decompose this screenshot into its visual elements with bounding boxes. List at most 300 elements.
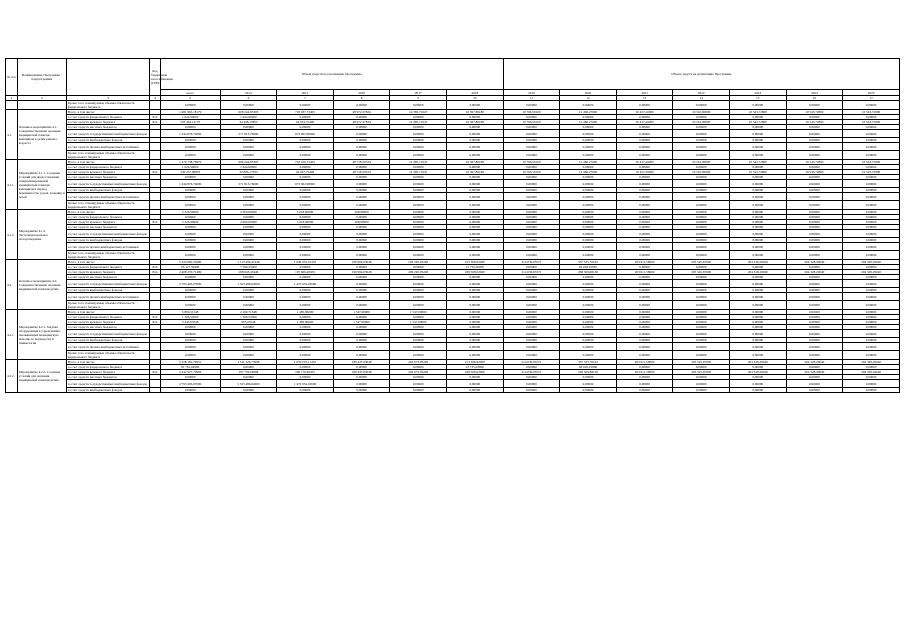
year-value: 0,00000 xyxy=(843,325,900,330)
year-value: 0,00000 xyxy=(560,125,617,130)
year-value: 204 328,29040 xyxy=(786,370,843,375)
year-value: 0,00000 xyxy=(843,238,900,243)
year-value: 0,00000 xyxy=(843,388,900,393)
year-value: 0,00000 xyxy=(843,301,900,310)
year-value: 0,00000 xyxy=(446,143,503,151)
header-volume-left: Объем средств на реализацию Программы xyxy=(160,59,503,90)
year-value: 0,00000 xyxy=(786,188,843,193)
year-value: 0,00000 xyxy=(503,351,560,360)
year-value: 0,00000 xyxy=(560,210,617,215)
year-value: 16 597,86180 xyxy=(446,170,503,175)
year-value: 0,00000 xyxy=(843,130,900,138)
year-value: 0,00000 xyxy=(333,215,390,220)
year-value: 0,00000 xyxy=(843,343,900,351)
year-value: 0,00000 xyxy=(786,251,843,260)
year-value: 170 666,48455 xyxy=(277,270,334,275)
year-value: 0,00000 xyxy=(390,225,447,230)
year-value: 0,00000 xyxy=(446,320,503,325)
funding-source: за счет средств прочих внебюджетных источников xyxy=(66,243,149,251)
year-value: 190 994,63048 xyxy=(333,270,390,275)
kbk-code: 814 xyxy=(150,270,161,275)
year-value: 0,00000 xyxy=(786,388,843,393)
year-value: 204 328,29040 xyxy=(730,270,787,275)
year-value: 12 466,27000 xyxy=(560,110,617,115)
total-value: 0,00000 xyxy=(160,225,220,230)
row-code: 4.2.1. xyxy=(6,310,18,360)
year-value: 0,00000 xyxy=(333,193,390,201)
year-value: 0,00000 xyxy=(673,275,730,280)
year-value: 0,00000 xyxy=(446,193,503,201)
year-value: 203 545,67000 xyxy=(673,270,730,275)
year-value: 337 535,70102 xyxy=(560,260,617,265)
kbk-code: 814 xyxy=(150,170,161,175)
year-value: 0,00000 xyxy=(446,225,503,230)
year-value: 0,00000 xyxy=(730,265,787,270)
total-value: 5 226,99900 xyxy=(160,220,220,225)
total-value: 2 442 927,70966 xyxy=(160,370,220,375)
year-value: 0,00000 xyxy=(503,251,560,260)
year-value: 0,00000 xyxy=(560,315,617,320)
year-value: 0,00000 xyxy=(333,151,390,160)
total-value: 0,00000 xyxy=(160,193,220,201)
year-value: 1 547,00000 xyxy=(390,320,447,325)
year-value: 0,00000 xyxy=(446,238,503,243)
year-value: 0,00000 xyxy=(277,293,334,301)
year-value: 0,00000 xyxy=(786,210,843,215)
kbk-code: 814 xyxy=(150,265,161,270)
column-number: 7 xyxy=(277,96,334,101)
year-value: 14 385,71947 xyxy=(390,170,447,175)
total-value: 1 476 738,70879 xyxy=(160,160,220,165)
year-value: 0,00000 xyxy=(843,165,900,170)
year-value: 0,00000 xyxy=(503,138,560,143)
funding-source: за счет средств краевого бюджета xyxy=(66,220,149,225)
year-value: 0,00000 xyxy=(333,138,390,143)
table-row xyxy=(6,280,900,288)
total-value: 0,00000 xyxy=(160,138,220,143)
year-value: 0,00000 xyxy=(616,125,673,130)
funding-source: за счет средств местных бюджетов xyxy=(66,175,149,180)
year-value: 0,00000 xyxy=(333,375,390,380)
year-value: 0,00000 xyxy=(673,151,730,160)
kbk-code xyxy=(150,280,161,288)
year-value: 0,00000 xyxy=(503,193,560,201)
funding-source: Всего, в том числе: xyxy=(66,360,149,365)
year-value: 0,00000 xyxy=(616,375,673,380)
total-value: 0,00000 xyxy=(160,175,220,180)
total-value: 93 127,59900 xyxy=(160,265,220,270)
year-value: 1 639 225,11455 xyxy=(277,360,334,365)
year-value: 0,00000 xyxy=(277,143,334,151)
funding-source: за счет средств местных бюджетов xyxy=(66,375,149,380)
year-value: 0,00000 xyxy=(616,230,673,238)
year-value: 718 010,73405 xyxy=(277,160,334,165)
year-value: 0,00000 xyxy=(390,193,447,201)
year-value: 0,00000 xyxy=(616,175,673,180)
year-value: 0,00000 xyxy=(616,330,673,338)
year-value: 0,00000 xyxy=(560,325,617,330)
table-row xyxy=(6,380,900,388)
table-row xyxy=(6,230,900,238)
total-value: 0,00000 xyxy=(160,143,220,151)
year-value: 0,00000 xyxy=(277,138,334,143)
total-value: 5 443,03548 xyxy=(160,320,220,325)
table-row xyxy=(6,293,900,301)
year-value: 0,00000 xyxy=(616,320,673,325)
year-value: 0,00000 xyxy=(673,210,730,215)
year-value: 10 437,20000 xyxy=(616,160,673,165)
year-value: 0,00000 xyxy=(390,238,447,243)
year-value: 0,00000 xyxy=(277,193,334,201)
year-value: 10 437,20000 xyxy=(616,170,673,175)
year-value: 10 706,50100 xyxy=(503,110,560,115)
year-value: 0,00000 xyxy=(220,101,277,110)
year-value: 0,00000 xyxy=(730,115,787,120)
year-value: 0,00000 xyxy=(843,243,900,251)
total-value: 5 226,99900 xyxy=(160,210,220,215)
year-value: 0,00000 xyxy=(220,215,277,220)
year-value: 3 018,00000 xyxy=(277,210,334,215)
year-value: 0,00000 xyxy=(390,125,447,130)
year-value: 0,00000 xyxy=(786,143,843,151)
year-value: 0,00000 xyxy=(786,293,843,301)
year-value: 213 306,92069 xyxy=(446,360,503,365)
column-number: 11 xyxy=(503,96,560,101)
year-value: 214 030,65572 xyxy=(503,360,560,365)
funding-source: за счет средств внебюджетных фондов xyxy=(66,188,149,193)
funding-source: за счет средств местных бюджетов xyxy=(66,225,149,230)
year-value: 0,00000 xyxy=(446,375,503,380)
year-value: 0,00000 xyxy=(503,175,560,180)
year-value: 0,00000 xyxy=(730,193,787,201)
funding-source: за счет средств краевого бюджета xyxy=(66,320,149,325)
year-value: 12 466,27000 xyxy=(560,160,617,165)
year-value: 0,00000 xyxy=(786,330,843,338)
table-row xyxy=(6,193,900,201)
year-value: 0,00000 xyxy=(560,251,617,260)
year-value: 0,00000 xyxy=(616,101,673,110)
year-value: 0,00000 xyxy=(390,288,447,293)
year-value: 1 624,90000 xyxy=(220,115,277,120)
funding-source: за счет средств местных бюджетов xyxy=(66,125,149,130)
total-value: 0,00000 xyxy=(160,293,220,301)
year-value: 0,00000 xyxy=(503,130,560,138)
year-value: 0,00000 xyxy=(277,225,334,230)
kbk-code: 814 xyxy=(150,115,161,120)
year-value: 0,00000 xyxy=(560,330,617,338)
column-number: 10 xyxy=(446,96,503,101)
year-value: 0,00000 xyxy=(560,388,617,393)
year-value: 7 566,55000 xyxy=(220,265,277,270)
year-value: 0,00000 xyxy=(673,220,730,225)
year-value: 0,00000 xyxy=(220,365,277,370)
year-value: 214 030,65572 xyxy=(503,260,560,265)
year-value: 0,00000 xyxy=(277,125,334,130)
year-value: 0,00000 xyxy=(446,138,503,143)
year-value: 0,00000 xyxy=(277,388,334,393)
year-value: 0,00000 xyxy=(446,230,503,238)
row-program-name: Мероприятие 4.2.1. Закупка оборудования в учреждениях, оказывающих медицинскую помощь по акушерству и гинекологии xyxy=(17,310,66,360)
total-value: 0,00000 xyxy=(160,388,220,393)
year-value: 1 323 486,64000 xyxy=(220,280,277,288)
total-value: 0,00000 xyxy=(160,101,220,110)
total-value: 0,00000 xyxy=(160,338,220,343)
year-value: 204 328,29040 xyxy=(730,370,787,375)
year-value: 1 470 054,43000 xyxy=(277,380,334,388)
year-value: 0,00000 xyxy=(503,238,560,243)
year-value: 48 718,59334 xyxy=(333,170,390,175)
total-value: 0,00000 xyxy=(160,330,220,338)
year-value: 0,00000 xyxy=(277,230,334,238)
row-code: 4.1.1. xyxy=(6,160,18,210)
year-value: 0,00000 xyxy=(616,243,673,251)
year-value: 0,00000 xyxy=(277,243,334,251)
year-value: 0,00000 xyxy=(673,293,730,301)
total-value: 91 761,04966 xyxy=(160,365,220,370)
year-value: 0,00000 xyxy=(390,265,447,270)
year-value: 0,00000 xyxy=(843,220,900,225)
year-value: 0,00000 xyxy=(843,365,900,370)
year-value: 0,00000 xyxy=(277,175,334,180)
year-value: 0,00000 xyxy=(446,175,503,180)
year-value: 10 510,90000 xyxy=(673,120,730,125)
year-value: 0,00000 xyxy=(390,388,447,393)
year-value: 0,00000 xyxy=(673,138,730,143)
year-value: 0,00000 xyxy=(616,365,673,370)
funding-source: за счет средств прочих внебюджетных источников xyxy=(66,343,149,351)
kbk-code xyxy=(150,243,161,251)
total-value: 1 366,55000 xyxy=(160,315,220,320)
year-value: 0,00000 xyxy=(843,293,900,301)
year-value: 21 735,00000 xyxy=(446,265,503,270)
year-value: 0,00000 xyxy=(673,365,730,370)
kbk-code xyxy=(150,343,161,351)
year-value: 0,00000 xyxy=(560,165,617,170)
year-value: 0,00000 xyxy=(277,315,334,320)
year-value: 0,00000 xyxy=(503,210,560,215)
header-year: 2019 xyxy=(503,90,560,96)
total-value: 0,00000 xyxy=(160,351,220,360)
year-value: 0,00000 xyxy=(503,115,560,120)
header-no: № п/п xyxy=(6,59,18,96)
kbk-code xyxy=(150,130,161,138)
row-code: 4.2.2. xyxy=(6,360,18,393)
year-value: 0,00000 xyxy=(730,175,787,180)
table-row xyxy=(6,201,900,210)
year-value: 0,00000 xyxy=(220,301,277,310)
year-value: 0,00000 xyxy=(786,280,843,288)
year-value: 0,00000 xyxy=(616,275,673,280)
year-value: 0,00000 xyxy=(616,201,673,210)
year-value: 204 673,05248 xyxy=(390,360,447,365)
funding-source: за счет средств внебюджетных фондов xyxy=(66,388,149,393)
year-value: 0,00000 xyxy=(673,201,730,210)
year-value: 0,00000 xyxy=(446,280,503,288)
year-value: 0,00000 xyxy=(220,375,277,380)
year-value: 204 673,05248 xyxy=(390,370,447,375)
year-value: 0,00000 xyxy=(673,143,730,151)
year-value: 0,00000 xyxy=(560,151,617,160)
year-value: 0,00000 xyxy=(730,320,787,325)
column-number: 2 xyxy=(17,96,66,101)
header-year: 2025 xyxy=(843,90,900,96)
year-value: 0,00000 xyxy=(616,325,673,330)
year-value: 10 437,20000 xyxy=(616,110,673,115)
year-value: 10 543,72800 xyxy=(786,170,843,175)
year-value: 0,00000 xyxy=(503,365,560,370)
year-value: 0,00000 xyxy=(333,325,390,330)
funding-source: за счет средств местных бюджетов xyxy=(66,325,149,330)
year-value: 0,00000 xyxy=(333,275,390,280)
kbk-code xyxy=(150,351,161,360)
year-value: 0,00000 xyxy=(673,215,730,220)
kbk-code xyxy=(150,301,161,310)
year-value: 0,00000 xyxy=(220,143,277,151)
year-value: 0,00000 xyxy=(843,275,900,280)
year-value: 0,00000 xyxy=(503,265,560,270)
year-value: 10 543,72800 xyxy=(786,110,843,115)
header-year: 2023 xyxy=(730,90,787,96)
row-program-name xyxy=(17,101,66,110)
year-value: 203 545,67000 xyxy=(673,360,730,365)
year-value: 0,00000 xyxy=(843,188,900,193)
year-value: 0,00000 xyxy=(390,188,447,193)
total-value: 2 793 493,07000 xyxy=(160,380,220,388)
year-value: 0,00000 xyxy=(673,230,730,238)
kbk-code: 814 xyxy=(150,220,161,225)
year-value: 0,00000 xyxy=(673,330,730,338)
year-value: 0,00000 xyxy=(503,320,560,325)
year-value: 0,00000 xyxy=(220,275,277,280)
year-value: 0,00000 xyxy=(446,115,503,120)
year-value: 0,00000 xyxy=(390,175,447,180)
year-value: 0,00000 xyxy=(390,365,447,370)
year-value: 571 813,76000 xyxy=(220,180,277,188)
total-value: 1 624,90000 xyxy=(160,165,220,170)
year-value: 0,00000 xyxy=(503,343,560,351)
year-value: 0,00000 xyxy=(333,130,390,138)
funding-source: за счет средств прочих внебюджетных источников xyxy=(66,143,149,151)
year-value: 0,00000 xyxy=(730,330,787,338)
year-value: 0,00000 xyxy=(843,201,900,210)
year-value: 0,00000 xyxy=(503,215,560,220)
year-value: 0,00000 xyxy=(843,288,900,293)
year-value: 1 323 486,64000 xyxy=(220,380,277,388)
funding-source: за счет средств внебюджетных фондов xyxy=(66,338,149,343)
year-value: 0,00000 xyxy=(277,338,334,343)
total-value: 5 800,51548 xyxy=(160,310,220,315)
year-value: 0,00000 xyxy=(333,238,390,243)
year-value: 0,00000 xyxy=(390,180,447,188)
year-value: 0,00000 xyxy=(843,351,900,360)
year-value: 0,00000 xyxy=(560,380,617,388)
year-value: 10 543,72800 xyxy=(843,110,900,115)
year-value: 0,00000 xyxy=(730,243,787,251)
year-value: 0,00000 xyxy=(786,275,843,280)
year-value: 0,00000 xyxy=(446,201,503,210)
year-value: 2 000,00000 xyxy=(220,220,277,225)
header-year: 2021 xyxy=(616,90,673,96)
year-value: 0,00000 xyxy=(843,101,900,110)
row-program-name: Основное мероприятие 4.2. Совершенствование оказания медицинской помощи детям xyxy=(17,260,66,310)
total-value: 1 481 965,18179 xyxy=(160,110,220,115)
year-value: 0,00000 xyxy=(673,115,730,120)
year-value: 0,00000 xyxy=(390,375,447,380)
header-source xyxy=(66,59,149,96)
year-value: 0,00000 xyxy=(277,330,334,338)
year-value: 673 062,98000 xyxy=(277,180,334,188)
header-year: 2022 xyxy=(673,90,730,96)
year-value: 1 513 496,47448 xyxy=(220,260,277,265)
year-value: 0,00000 xyxy=(333,101,390,110)
total-value: 0,00000 xyxy=(160,125,220,130)
year-value: 10 543,72800 xyxy=(730,160,787,165)
year-value: 0,00000 xyxy=(503,338,560,343)
year-value: 0,00000 xyxy=(673,280,730,288)
year-value: 268 509,68136 xyxy=(560,270,617,275)
year-value: 204 328,29040 xyxy=(786,260,843,265)
year-value: 0,00000 xyxy=(446,301,503,310)
year-value: 0,00000 xyxy=(730,275,787,280)
year-value: 0,00000 xyxy=(786,310,843,315)
year-value: 0,00000 xyxy=(277,265,334,270)
year-value: 204 328,29040 xyxy=(843,370,900,375)
year-value: 0,00000 xyxy=(843,175,900,180)
row-program-name: Мероприятие 4.2.2. Создание условий для оказания медицинской помощи детям xyxy=(17,360,66,393)
year-value: 0,00000 xyxy=(673,188,730,193)
year-value: 14 385,71947 xyxy=(390,110,447,115)
year-value: 0,00000 xyxy=(277,115,334,120)
year-value: 64 026,01965 xyxy=(560,265,617,270)
year-value: 203 545,67000 xyxy=(673,370,730,375)
year-value: 0,00000 xyxy=(560,338,617,343)
year-value: 0,00000 xyxy=(673,288,730,293)
kbk-code xyxy=(150,151,161,160)
funding-source: Всего, в том числе: xyxy=(66,210,149,215)
year-value: 0,00000 xyxy=(446,165,503,170)
year-value: 0,00000 xyxy=(220,251,277,260)
year-value: 0,00000 xyxy=(220,125,277,130)
table-row xyxy=(6,251,900,260)
kbk-code xyxy=(150,193,161,201)
year-value: 0,00000 xyxy=(560,101,617,110)
year-value: 0,00000 xyxy=(786,320,843,325)
total-value: 0,00000 xyxy=(160,301,220,310)
year-value: 0,00000 xyxy=(673,380,730,388)
year-value: 0,00000 xyxy=(390,215,447,220)
year-value: 10 437,20000 xyxy=(616,120,673,125)
funding-source: за счет средств краевого бюджета xyxy=(66,270,149,275)
kbk-code xyxy=(150,251,161,260)
funding-source: за счет средств краевого бюджета xyxy=(66,170,149,175)
year-value: 0,00000 xyxy=(843,380,900,388)
total-value: 0,00000 xyxy=(160,238,220,243)
year-value: 0,00000 xyxy=(503,125,560,130)
year-value: 0,00000 xyxy=(673,180,730,188)
year-value: 269 509,68136 xyxy=(560,370,617,375)
year-value: 0,00000 xyxy=(390,330,447,338)
year-value: 606 244,83303 xyxy=(220,160,277,165)
header-year: 2016 xyxy=(333,90,390,96)
year-value: 0,00000 xyxy=(503,230,560,238)
year-value: 0,00000 xyxy=(220,243,277,251)
year-value: 0,00000 xyxy=(616,193,673,201)
year-value: 0,00000 xyxy=(390,301,447,310)
column-number: 6 xyxy=(220,96,277,101)
column-number: 16 xyxy=(786,96,843,101)
year-value: 0,00000 xyxy=(616,220,673,225)
year-value: 0,00000 xyxy=(730,315,787,320)
